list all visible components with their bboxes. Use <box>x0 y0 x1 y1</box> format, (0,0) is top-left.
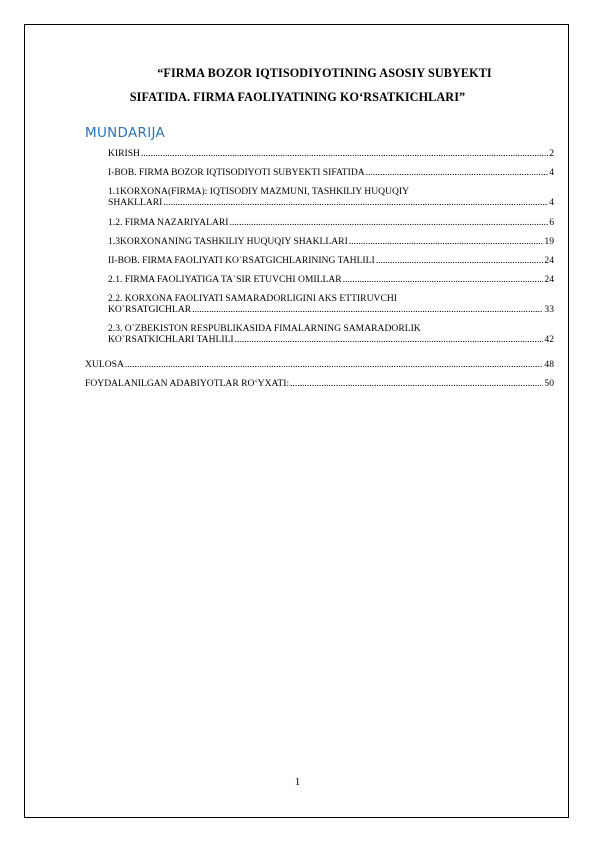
toc-entry-page: 24 <box>544 255 554 266</box>
toc-entry-page: 6 <box>549 217 554 228</box>
toc-entry-page: 42 <box>544 334 554 345</box>
dot-leader <box>125 359 543 370</box>
toc-entry-title: 1.3KORXONANING TASHKILIY HUQUQIY SHAKLLARI <box>108 236 348 247</box>
toc-entry-page: 50 <box>544 378 554 389</box>
dot-leader <box>163 197 548 208</box>
toc-entry-title: XULOSA <box>85 359 124 370</box>
dot-leader <box>141 148 548 159</box>
toc-entry-page: 4 <box>549 197 554 208</box>
toc-entry-title: KO`RSATKICHLARI TAHLILI <box>108 334 234 345</box>
toc-entry-title: 2.1. FIRMA FAOLIYATIGA TA`SIR ETUVCHI OMILLAR <box>108 274 342 285</box>
toc-entry-title-line: 1.1KORXONA(FIRMA): IQTISODIY MAZMUNI, TASHKILIY HUQUQIY <box>108 186 410 197</box>
toc-entry-title: FOYDALANILGAN ADABIYOTLAR RO‘YXATI: <box>85 378 290 389</box>
toc-entry-title: II-BOB. FIRMA FAOLIYATI KO`RSATGICHLARINING TAHLILI <box>108 255 375 266</box>
dot-leader <box>192 304 543 315</box>
document-title-line-2: SIFATIDA. FIRMA FAOLIYATINING KO‘RSATKICHLARI” <box>129 90 466 104</box>
dot-leader <box>290 378 543 389</box>
toc-entry-title: I-BOB. FIRMA BOZOR IQTISODIYOTI SUBYEKTI SIFATIDA <box>108 167 365 178</box>
dot-leader <box>376 255 544 266</box>
toc-entry-page: 48 <box>544 359 554 370</box>
toc-entry-page: 2 <box>549 148 554 159</box>
toc-entry[interactable] <box>108 167 554 178</box>
dot-leader <box>229 217 548 228</box>
dot-leader <box>349 236 544 247</box>
toc-entry[interactable] <box>108 255 554 266</box>
toc-entry-page: 24 <box>544 274 554 285</box>
toc-entry[interactable] <box>108 274 554 285</box>
toc-entry-page: 19 <box>544 236 554 247</box>
dot-leader <box>366 167 548 178</box>
toc-entry[interactable] <box>108 236 554 247</box>
toc-entry[interactable] <box>85 378 554 389</box>
toc-entry[interactable] <box>108 293 554 315</box>
page-number: 1 <box>294 776 301 788</box>
page-border <box>24 24 569 818</box>
toc-entry-page: 33 <box>544 304 554 315</box>
toc-entry[interactable] <box>108 186 554 208</box>
toc-entry-title: SHAKLLARI <box>108 197 163 208</box>
toc-entry[interactable] <box>85 359 554 370</box>
dot-leader <box>343 274 544 285</box>
toc-entry-title: 1.2. FIRMA NAZARIYALARI <box>108 217 229 228</box>
toc-heading: MUNDARIJA <box>85 125 166 141</box>
toc-entry-title-line: 2.3. O`ZBEKISTON RESPUBLIKASIDA FIMALARNING SAMARADORLIK <box>108 323 421 334</box>
toc-entry-title: KO`RSATGICHLAR <box>108 304 192 315</box>
toc-entry[interactable] <box>108 323 554 345</box>
toc-entry-page: 4 <box>549 167 554 178</box>
toc-entry-title: KIRISH <box>108 148 140 159</box>
dot-leader <box>235 334 544 345</box>
document-title-line-1: “FIRMA BOZOR IQTISODIYOTINING ASOSIY SUBYEKTI <box>157 66 492 80</box>
toc-entry-title-line: 2.2. KORXONA FAOLIYATI SAMARADORLIGINI AKS ETTIRUVCHI <box>108 293 397 304</box>
toc-entry[interactable] <box>108 217 554 228</box>
toc-entry[interactable] <box>108 148 554 159</box>
